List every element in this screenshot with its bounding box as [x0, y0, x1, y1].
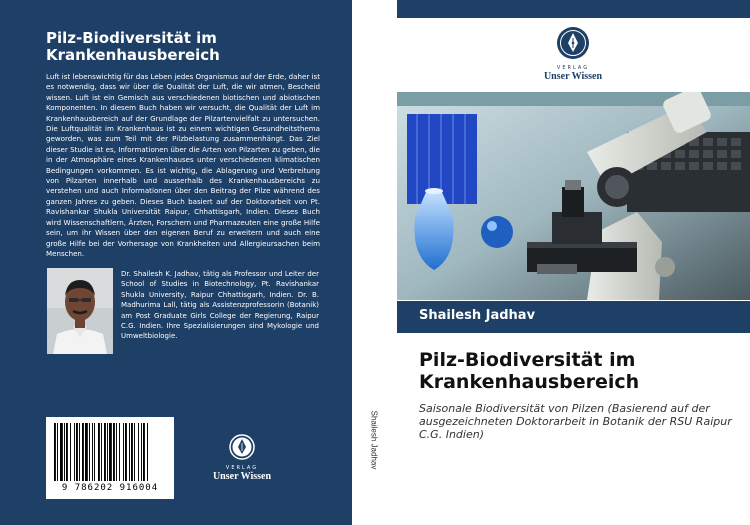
barcode-bar: [64, 423, 65, 481]
barcode-bar: [147, 423, 148, 481]
barcode-bar: [70, 423, 71, 481]
front-cover-subtitle: Saisonale Biodiversität von Pilzen (Basierend auf der ausgezeichneten Doktorarbeit in Botanik der RSU Raipur C.G. Indien): [419, 402, 732, 441]
barcode-bar: [129, 423, 130, 481]
barcode-bar: [74, 423, 75, 481]
author-photo: [47, 268, 113, 354]
publisher-logo-front: [525, 26, 621, 82]
barcode-bar: [54, 423, 56, 481]
isbn-barcode: [46, 417, 174, 499]
barcode-bar: [66, 423, 68, 481]
barcode-bar: [125, 423, 127, 481]
back-cover-blurb: Luft ist lebenswichtig für das Leben jedes Organismus auf der Erde, daher ist es notwendig, dass wir über die Qualität der Luft, die wir atmen, Bescheid wissen. Luft ist ein Gemisch aus verschiedenen biotischen und abiotischen Komponenten. In diesem Buch haben wir versucht, die Qualität der Luft im Krankenhausbereich auf der Grundlage der Pilzartenvielfalt zu untersuchen. Die Luftqualität im Krankenhaus ist zu einem wichtigen Gesundheitsthema geworden, was zum Teil mit der Pilzbelastung zusammenhängt. Das Ziel dieser Studie ist es, Informationen über die Arten von Pilzarten zu geben, die in der Atmosphäre eines Krankenhauses unter verschiedenen klimatischen Bedingungen vorkommen. Es ist wichtig, die Ablagerung und Verbreitung von Pilzarten innerhalb und ausserhalb des Krankenhausbereichs zu verstehen und auch Informationen über den Beitrag der Pilze während des ganzen Jahres zu geben. Dieses Buch basiert auf der Doktorarbeit von Pt. Ravishankar Shukla Universität Raipur, Chhattisgarh, Indien. Dieses Buch wird Wissenschaftlern, Ärzten, Forschern und Pharmazeuten eine große Hilfe sein, um ihr Wissen über den eigenen Beruf zu erweitern und auch eine große Hilfe bei der Vorhersage von Krankheiten und Allergieursachen beim Menschen.: [46, 72, 320, 258]
barcode-bar: [109, 423, 112, 481]
spine-author: Shailesh Jadhav: [369, 410, 379, 470]
barcode-bar: [141, 423, 142, 481]
barcode-bar: [76, 423, 78, 481]
barcode-bar: [60, 423, 63, 481]
pen-nib-logo-icon: [556, 26, 590, 60]
publisher-logo-back: [210, 434, 274, 482]
barcode-bar: [113, 423, 115, 481]
front-author-name: Shailesh Jadhav: [419, 308, 536, 323]
front-cover-title: Pilz-Biodiversität im Krankenhausbereich: [419, 349, 640, 393]
microscope-image: [397, 92, 750, 300]
barcode-bar: [107, 423, 108, 481]
author-portrait-icon: [47, 268, 113, 354]
barcode-bar: [89, 423, 90, 481]
barcode-bar: [138, 423, 139, 481]
barcode-bar: [82, 423, 84, 481]
publisher-verlag-label: VERLAG: [225, 465, 259, 471]
barcode-bar: [98, 423, 100, 481]
pen-nib-logo-icon: [229, 434, 255, 460]
barcode-bar: [92, 423, 93, 481]
publisher-name: Unser Wissen: [543, 71, 603, 82]
publisher-name: Unser Wissen: [212, 471, 272, 482]
barcode-bar: [123, 423, 124, 481]
author-bio: Dr. Shailesh K. Jadhav, tätig als Professor und Leiter der School of Studies in Biotechnology, Pt. Ravishankar Shukla University, Raipur Chhattisgarh, Indien. Dr. B. Madhurima Lall, tätig als Assistenzprofessorin (Botanik) am Post Graduate Girls College der Regierung, Raipur C.G. Indien. Ihre Spezialisierungen sind Mykologie und Umweltbiologie.: [121, 270, 319, 341]
barcode-bar: [131, 423, 133, 481]
barcode-bar: [134, 423, 135, 481]
barcode-bar: [85, 423, 88, 481]
barcode-bars: [54, 423, 166, 481]
publisher-verlag-label: VERLAG: [556, 65, 590, 71]
barcode-bar: [57, 423, 58, 481]
back-cover-title: Pilz-Biodiversität im Krankenhausbereich: [46, 29, 220, 64]
barcode-bar: [101, 423, 102, 481]
barcode-bar: [104, 423, 106, 481]
isbn-number: 9 786202 916004: [61, 483, 159, 493]
barcode-bar: [119, 423, 120, 481]
barcode-bar: [94, 423, 95, 481]
barcode-bar: [79, 423, 80, 481]
front-top-band: [397, 0, 750, 18]
barcode-bar: [143, 423, 145, 481]
cover-photo-microscope: [397, 92, 750, 300]
barcode-bar: [116, 423, 117, 481]
